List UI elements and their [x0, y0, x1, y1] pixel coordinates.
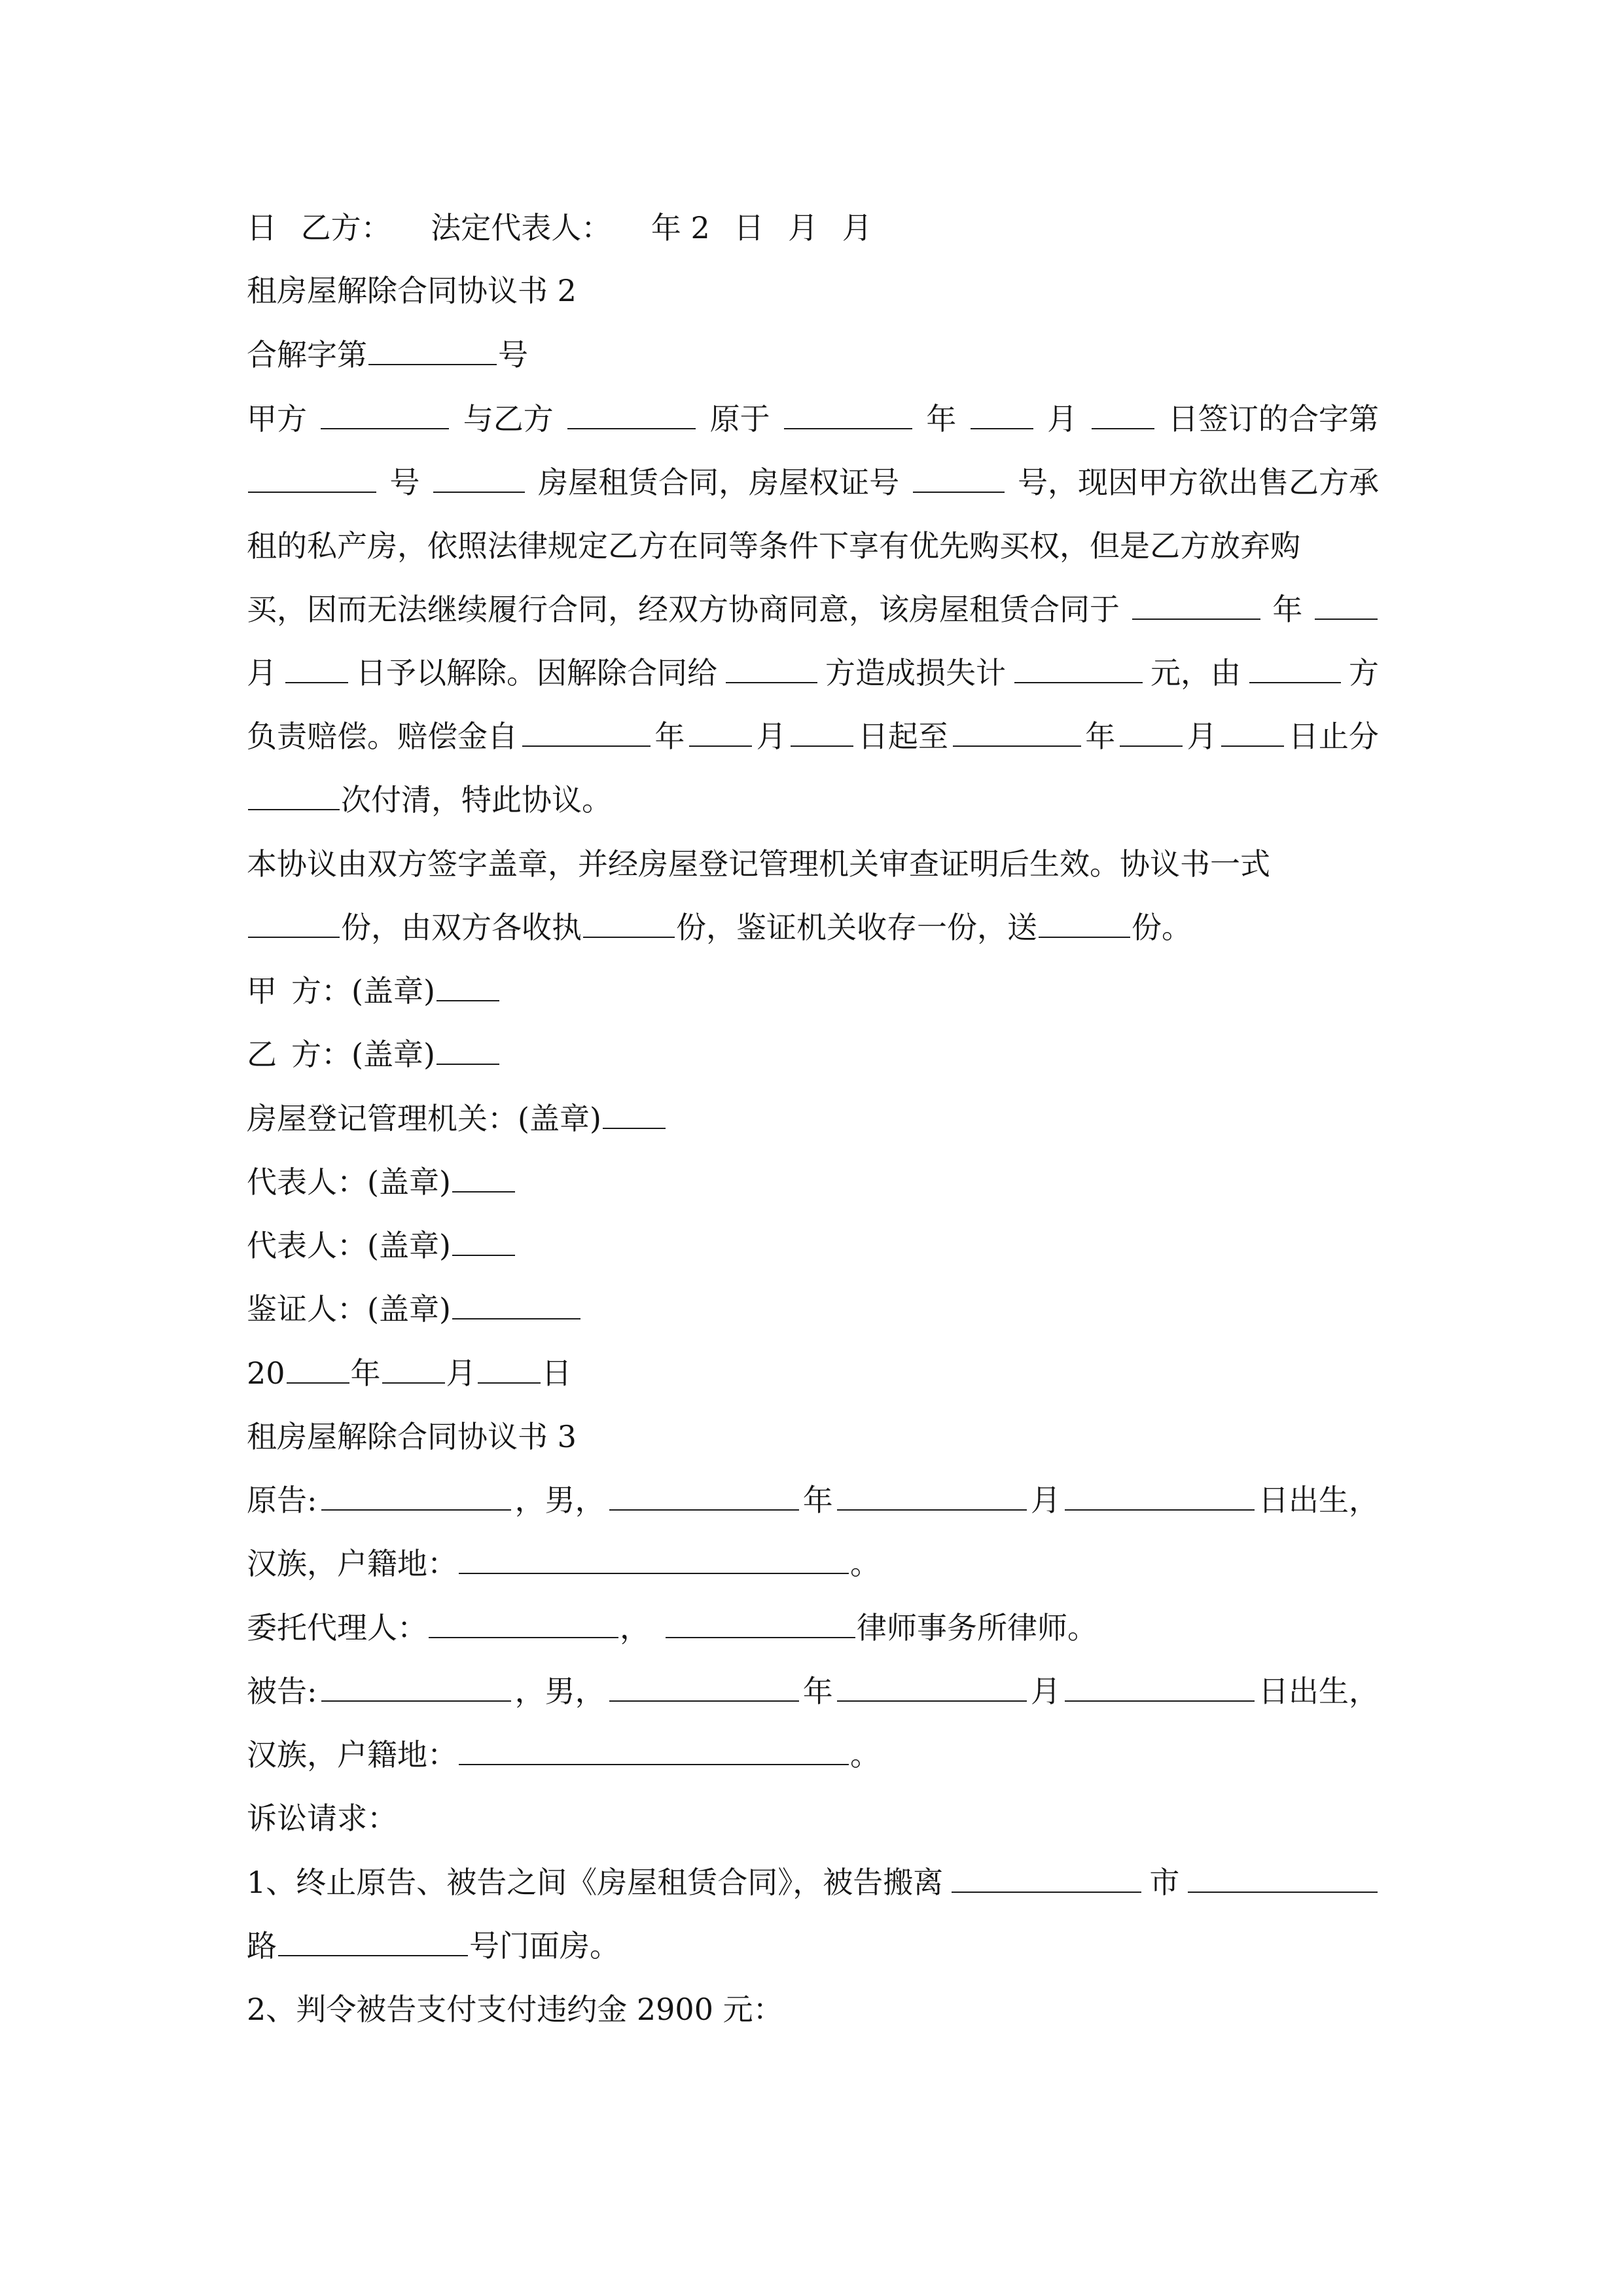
line-body: 月 日予以解除。因解除合同给 方造成损失计 元，由 方 [247, 655, 1379, 691]
blank-field[interactable] [1065, 1676, 1255, 1702]
blank-field[interactable] [522, 721, 651, 747]
blank-field[interactable] [1188, 1867, 1378, 1893]
blank-field[interactable] [1221, 721, 1284, 747]
text-legal-rep: 法定代表人： [431, 210, 612, 245]
line-body: 租的私产房，依照法律规定乙方在同等条件下享有优先购买权，但是乙方放弃购 [247, 528, 1300, 564]
section-title-3: 租房屋解除合同协议书 3 [247, 1419, 577, 1454]
line-claims-heading: 诉讼请求： [247, 1801, 397, 1836]
blank-field[interactable] [952, 1867, 1141, 1893]
line-contract-no: 号 房屋租赁合同，房屋权证号 号，现因甲方欲出售乙方承 [247, 463, 1379, 502]
blank-field[interactable] [382, 1357, 445, 1384]
blank-field[interactable] [452, 1230, 515, 1256]
text-month-2: 月 [842, 210, 872, 245]
line-witness-seal: 鉴证人：(盖章) [247, 1289, 1379, 1329]
line-representative-seal: 代表人：(盖章) [247, 1162, 1379, 1202]
blank-field[interactable] [583, 912, 675, 938]
text-month-1: 月 [788, 210, 819, 245]
section-title-2: 租房屋解除合同协议书 2 [247, 273, 577, 308]
blank-field[interactable] [603, 1103, 666, 1129]
line-parties: 甲方 与乙方 原于 年 月 日签订的合字第 [247, 401, 1379, 437]
blank-field[interactable] [1132, 594, 1260, 620]
blank-field[interactable] [784, 403, 912, 429]
blank-field[interactable] [609, 1676, 799, 1702]
blank-field[interactable] [459, 1739, 849, 1765]
blank-field[interactable] [567, 403, 696, 429]
blank-field[interactable] [689, 721, 752, 747]
line-representative-seal: 代表人：(盖章) [247, 1226, 1379, 1265]
blank-field[interactable] [1039, 912, 1130, 938]
line-signature-header [247, 208, 1379, 247]
blank-field[interactable] [321, 403, 449, 429]
line-defendant-household: 汉族，户籍地： 。 [247, 1737, 880, 1772]
line-date: 20 年 月 日 [247, 1355, 572, 1391]
line-claim-1-cont: 路 号门面房。 [247, 1928, 620, 1964]
blank-field[interactable] [433, 467, 525, 493]
blank-field[interactable] [1249, 657, 1341, 683]
blank-field[interactable] [1120, 721, 1183, 747]
line-doc-number: 合解字第 号 [247, 337, 528, 372]
blank-field[interactable] [1092, 403, 1154, 429]
line-claim-2: 2、判令被告支付支付违约金 2900 元： [247, 1992, 783, 2027]
blank-field[interactable] [478, 1357, 541, 1384]
blank-field[interactable] [452, 1293, 580, 1319]
line-party-a-seal: 甲 方：(盖章) [247, 971, 1379, 1011]
text-ri: 日 [247, 210, 277, 245]
line-body: 份，由双方各收执 份，鉴证机关收存一份，送 份。 [247, 908, 1379, 947]
blank-field[interactable] [666, 1612, 855, 1638]
blank-field[interactable] [321, 1676, 511, 1702]
blank-field[interactable] [913, 467, 1005, 493]
blank-field[interactable] [1315, 594, 1378, 620]
blank-field[interactable] [726, 657, 817, 683]
blank-field[interactable] [248, 784, 340, 810]
blank-field[interactable] [368, 339, 497, 365]
blank-field[interactable] [278, 1930, 468, 1956]
line-body: 次付清，特此协议。 [247, 780, 1379, 819]
blank-field[interactable] [1014, 657, 1143, 683]
line-claim-1: 1、终止原告、被告之间《房屋租赁合同》，被告搬离 市 [247, 1863, 1379, 1902]
text-year-2: 年 2 [651, 210, 710, 245]
blank-field[interactable] [429, 1612, 618, 1638]
line-defendant: 被告: ，男， 年 月 日出生， [247, 1674, 1379, 1709]
text-day: 日 [734, 210, 764, 245]
blank-field[interactable] [321, 1484, 511, 1511]
blank-field[interactable] [437, 1039, 499, 1065]
line-agency-seal: 房屋登记管理机关：(盖章) [247, 1099, 1379, 1138]
blank-field[interactable] [285, 657, 348, 683]
blank-field[interactable] [1065, 1484, 1255, 1511]
blank-field[interactable] [609, 1484, 799, 1511]
blank-field[interactable] [953, 721, 1081, 747]
blank-field[interactable] [837, 1484, 1027, 1511]
blank-field[interactable] [248, 912, 340, 938]
blank-field[interactable] [459, 1548, 849, 1574]
line-body: 本协议由双方签字盖章，并经房屋登记管理机关审查证明后生效。协议书一式 [247, 846, 1270, 882]
line-party-b-seal: 乙 方：(盖章) [247, 1035, 1379, 1074]
blank-field[interactable] [452, 1166, 515, 1193]
blank-field[interactable] [791, 721, 853, 747]
blank-field[interactable] [837, 1676, 1027, 1702]
blank-field[interactable] [437, 975, 499, 1001]
blank-field[interactable] [248, 467, 376, 493]
line-body: 负责赔偿。赔偿金自 年 月 日起至 年 月 日止分 [247, 719, 1379, 754]
line-agent: 委托代理人： ， 律师事务所律师。 [247, 1610, 1097, 1645]
line-plaintiff-household: 汉族，户籍地： 。 [247, 1546, 880, 1581]
line-plaintiff: 原告: ，男， 年 月 日出生， [247, 1482, 1379, 1518]
line-body: 买，因而无法继续履行合同，经双方协商同意，该房屋租赁合同于 年 [247, 590, 1379, 629]
blank-field[interactable] [287, 1357, 349, 1384]
text-party-b: 乙方： [300, 210, 391, 245]
blank-field[interactable] [971, 403, 1033, 429]
